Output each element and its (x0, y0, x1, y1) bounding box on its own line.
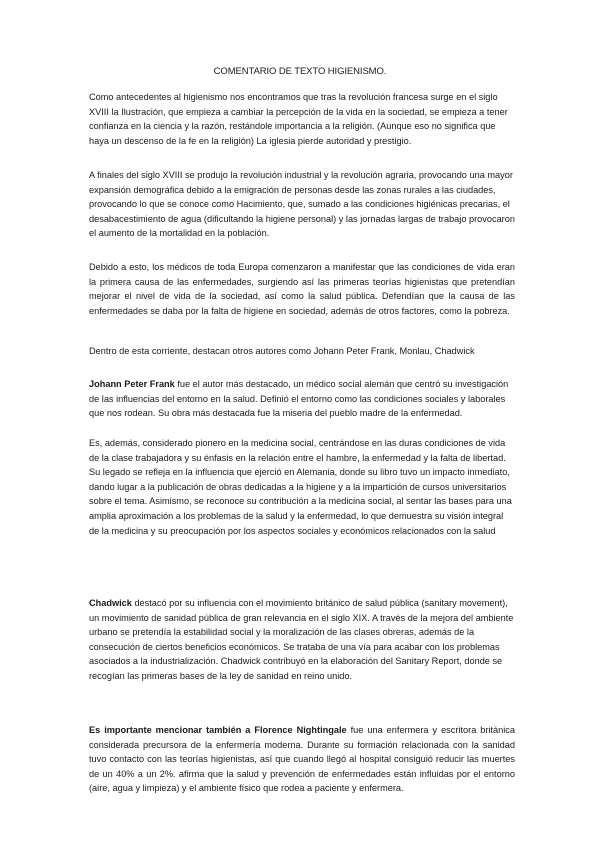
paragraph-florence-nightingale (89, 723, 515, 796)
paragraph-johann-peter-frank (89, 377, 515, 421)
johann-peter-frank-text: fue el autor más destacado, un médico social alemán que centró su investigación de las influencias del entorno en la salud. Definió el entorno como las condiciones sociales y laborales que nos rodean. Su obra más destacada fue la miseria del pueblo madre de la enfermedad. (89, 379, 509, 419)
florence-nightingale-intro: Es importante mencionar también a Florence Nightingale (89, 725, 347, 735)
paragraph-chadwick (89, 596, 515, 684)
paragraph-revolucion-industrial: A finales del siglo XVIII se produjo la revolución industrial y la revolución agraria, provocando una mayor expansión demográfica debido a la emigración de personas desde las zonas rurales a las ciudades, provocando lo que se conoce como Hacimiento, que, sumado a las condiciones higiénicas precarias, el desabacestimiento de agua (dificultando la higiene personal) y las jornadas largas de trabajo provocaron el aumento de la mortalidad en la población. (89, 170, 515, 239)
paragraph-medicos-europa: Debido a esto, los médicos de toda Europa comenzaron a manifestar que las condiciones de vida eran la primera causa de las enfermedades, surgiendo así las primeras teorías higienistas que pretendían mejorar el nivel de vida de la sociedad, así como la salud pública. Defendían que la causa de las enfermedades se daba por la falta de higiene en sociedad, además de otros factores, como la pobreza. (89, 262, 515, 316)
document-title: COMENTARIO DE TEXTO HIGIENISMO. (213, 66, 387, 77)
chadwick-text: destacó por su influencia con el movimiento británico de salud pública (sanitary movement), un movimiento de sanidad pública de gran relevancia en el siglo XIX. A través de la mejora del ambiente urbano se pretendía la estabilidad social y la moralización de las clases obreras, además de la consecución de ciertos beneficios económicos. Se trataba de una vía para acabar con los problemas asociados a la industrialización. Chadwick contribuyó en la elaboración del Sanitary Report, donde se recogían las primeras bases de la ley de sanidad en reino unido. (89, 598, 514, 681)
paragraph-medicina-social: Es, además, considerado pionero en la medicina social, centrándose en las duras condiciones de vida de la clase trabajadora y su énfasis en la relación entre el hambre, la enfermedad y la falta de libertad. Su legado se refleja en la influencia que ejerció en Alemania, donde su libro tuvo un impacto inmediato, dando lugar a la publicación de obras dedicadas a la higiene y a la impartición de cursos universitarios sobre el tema. Asimismo, se reconoce su contribución a la medicina social, al sentar las bases para una amplia aproximación a los problemas de la salud y la enfermedad, lo que demuestra su visión integral de la medicina y su preocupación por los aspectos sociales y económicos relacionados con la salud (89, 438, 512, 536)
paragraph-antecedentes: Como antecedentes al higienismo nos encontramos que tras la revolución francesa surge en el siglo XVIII la Ilustración, que empieza a cambiar la percepción de la vida en la sociedad, se empieza a tener confianza en la ciencia y la razón, restándole importancia a la religión. (Aunque eso no significa que haya un descenso de la fe en la religión) La iglesia pierde autoridad y prestigio. (89, 92, 508, 146)
chadwick-name: Chadwick (89, 598, 132, 608)
johann-peter-frank-name: Johann Peter Frank (89, 379, 175, 389)
paragraph-autores: Dentro de esta corriente, destacan otros autores como Johann Peter Frank, Monlau, Chadwick (89, 346, 475, 356)
florence-nightingale-text: fue una enfermera y escritora británica considerada precursora de la enfermería moderna. Durante su formación relacionada con la sanidad tuvo contacto con las teorías higienistas, así que cuando llegó al hospital consiguió reducir las muertes de un 40% a un 2%. afirma que la salud y prevención de enfermedades están influidas por el entorno (aire, agua y limpieza) y el ambiente físico que rodea a paciente y enfermera. (89, 725, 516, 794)
